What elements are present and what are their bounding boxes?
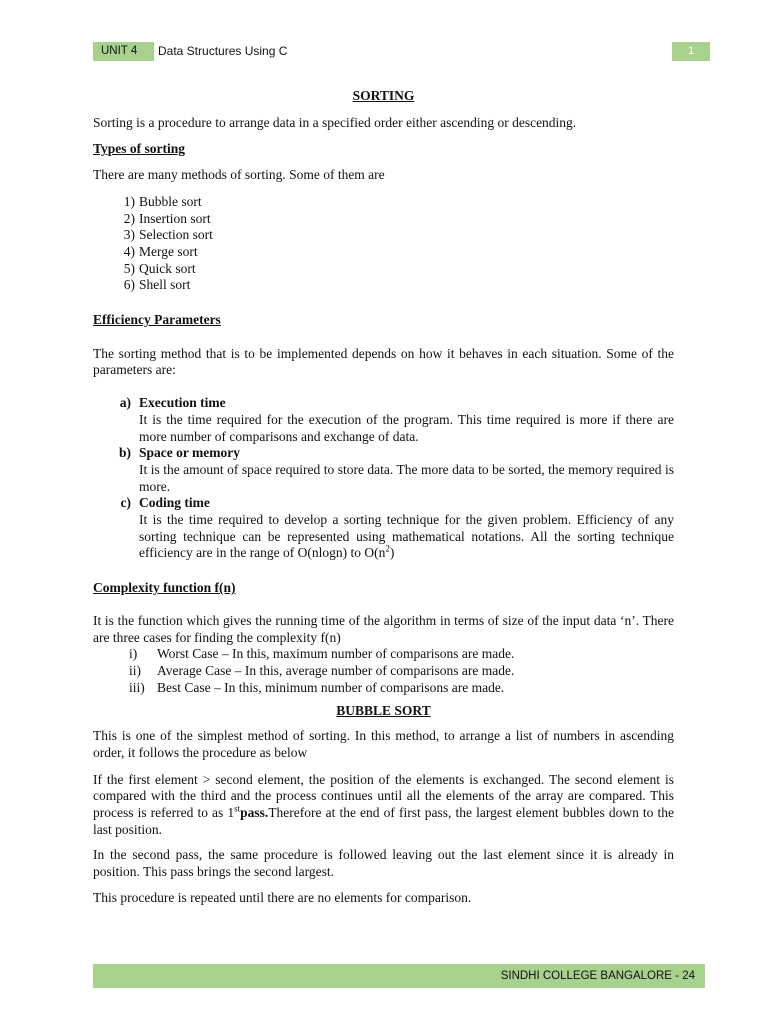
param-text: It is the time required for the execution of the program. This time required is more if there are more number of comparisons and exchange of data.	[139, 411, 674, 444]
list-text: Quick sort	[139, 260, 196, 276]
case-text: Average Case – In this, average number of comparisons are made.	[157, 662, 515, 678]
case-text: Best Case – In this, minimum number of comparisons are made.	[157, 679, 505, 695]
bubble-sort-title: BUBBLE SORT	[336, 703, 431, 719]
efficiency-heading: Efficiency Parameters	[93, 312, 221, 328]
complexity-heading: Complexity function f(n)	[93, 580, 236, 596]
bubble-p1: This is one of the simplest method of sorting. In this method, to arrange a list of numbers in ascending order, it follows the procedure as below	[93, 728, 674, 760]
list-item	[93, 495, 674, 562]
list-item	[93, 277, 674, 294]
list-number: 4)	[123, 243, 135, 259]
list-text: Shell sort	[139, 277, 191, 293]
bubble-p4: This procedure is repeated until there are no elements for comparison.	[93, 889, 472, 905]
case-text: Worst Case – In this, maximum number of comparisons are made.	[157, 646, 515, 662]
list-item	[93, 663, 674, 680]
list-text: Selection sort	[139, 227, 213, 243]
bubble-p2: If the first element > second element, the position of the elements is exchanged. The second element is compared with the third and the process continues until all the elements of the array are compared. This process is referred to as 1stpass.Therefore at the end of first pass, the largest element bubbles down to the last position.	[93, 771, 674, 837]
case-label: iii)	[129, 679, 145, 695]
list-item	[93, 395, 674, 445]
param-label: a)	[119, 395, 131, 411]
bold-pass: pass.	[240, 804, 269, 820]
list-item	[93, 194, 674, 211]
case-label: ii)	[129, 662, 141, 678]
types-intro: There are many methods of sorting. Some of them are	[93, 167, 385, 183]
efficiency-params	[93, 395, 674, 562]
list-item	[93, 227, 674, 244]
types-heading: Types of sorting	[93, 141, 186, 157]
bubble-p3: In the second pass, the same procedure is followed leaving out the last element since it is already in position. This pass brings the second largest.	[93, 847, 674, 880]
header-title: Data Structures Using C	[158, 44, 288, 58]
param-text: It is the time required to develop a sorting technique for the given problem. Efficiency of any sorting technique can be represented using mathematical notations. All the sorting technique efficiency are in the range of O(nlogn) to $O(n^2)$	[139, 512, 674, 561]
document-body	[93, 86, 674, 906]
sorting-title: SORTING	[352, 88, 415, 103]
list-text: Merge sort	[139, 243, 198, 259]
list-item	[93, 261, 674, 278]
superscript: st	[234, 803, 241, 814]
complexity-intro: It is the function which gives the running time of the algorithm in terms of size of the input data ‘n’. There are three cases for finding the complexity f(n)	[93, 612, 674, 645]
param-text: It is the amount of space required to store data. The more data to be sorted, the memory required is more.	[139, 461, 674, 494]
param-label: c)	[120, 495, 131, 511]
param-title: Coding time	[139, 495, 210, 511]
sorting-intro: Sorting is a procedure to arrange data in a specified order either ascending or descending.	[93, 114, 577, 130]
list-item	[93, 211, 674, 228]
case-label: i)	[129, 646, 138, 662]
list-number: 5)	[123, 260, 135, 276]
types-list	[93, 194, 674, 294]
efficiency-intro: The sorting method that is to be implemented depends on how it behaves in each situation. Some of the parameters are:	[93, 345, 674, 378]
list-item	[93, 244, 674, 261]
param-label: b)	[118, 445, 131, 461]
header-unit-badge: UNIT 4	[93, 42, 154, 61]
footer-banner: SINDHI COLLEGE BANGALORE - 24	[93, 964, 705, 988]
list-number: 3)	[123, 227, 135, 243]
list-text: Insertion sort	[139, 210, 211, 226]
list-number: 2)	[123, 210, 135, 226]
param-title: Space or memory	[139, 445, 240, 461]
list-item	[93, 646, 674, 663]
list-text: Bubble sort	[139, 193, 202, 209]
list-number: 6)	[123, 277, 135, 293]
complexity-cases	[93, 646, 674, 696]
list-item	[93, 680, 674, 697]
list-item	[93, 445, 674, 495]
list-number: 1)	[123, 193, 135, 209]
param-title: Execution time	[139, 395, 226, 411]
superscript: 2	[385, 543, 390, 554]
header-page-number: 1	[672, 42, 710, 61]
